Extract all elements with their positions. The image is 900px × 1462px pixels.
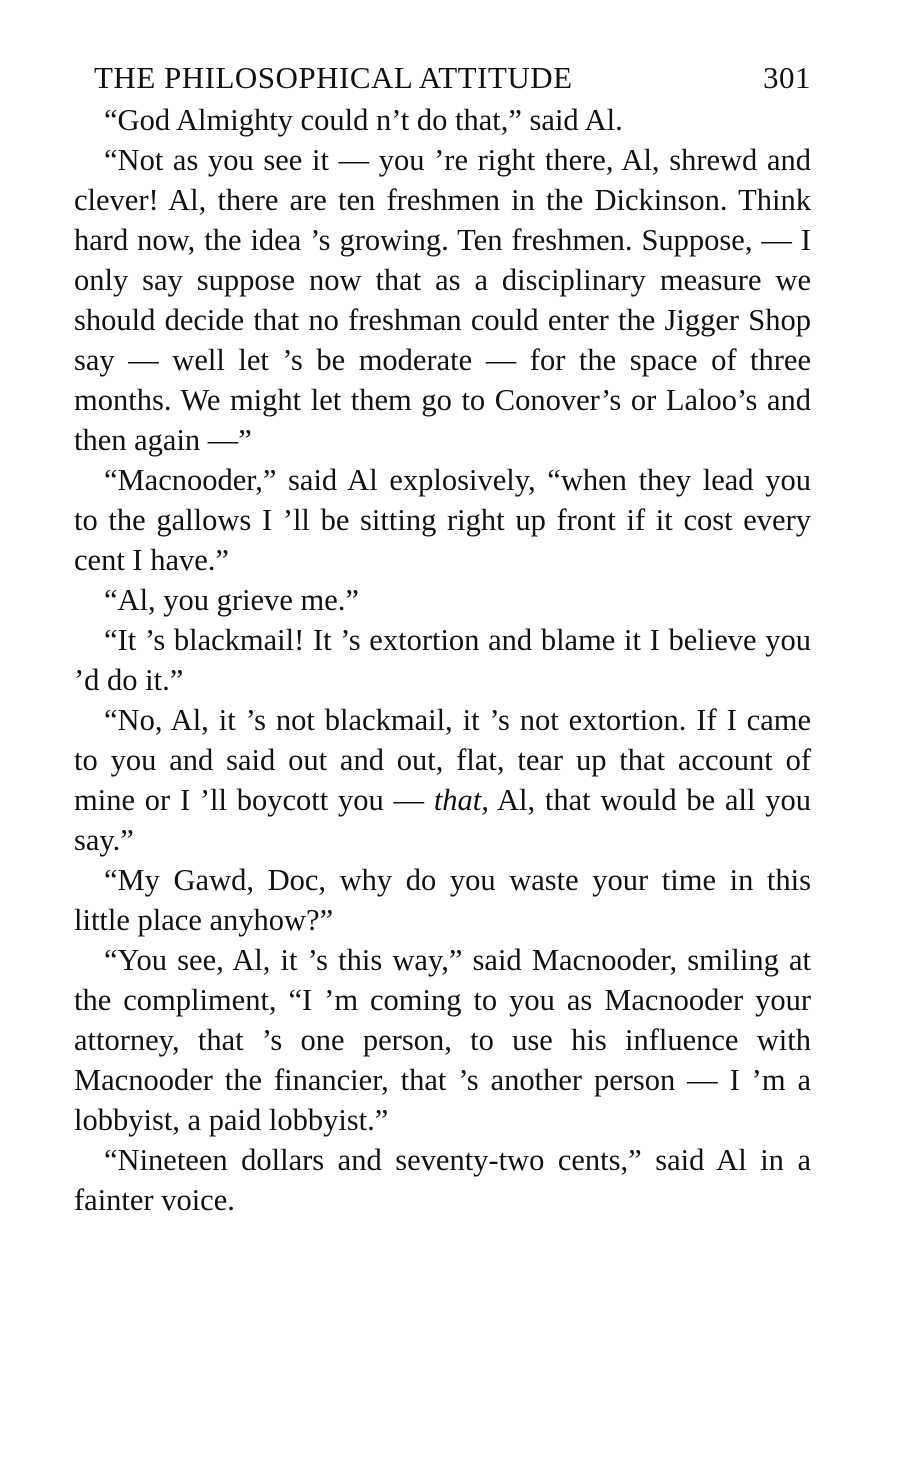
paragraph: “You see, Al, it ’s this way,” said Macnooder, smiling at the compliment, “I ’m coming to you as Macnooder your attorney, that ’s one person, to use his influence with Macnooder the financier, that ’s another person — I ’m a lobbyist, a paid lobbyist.” (74, 943, 811, 1137)
paragraph: “God Almighty could n’t do that,” said Al. (104, 103, 623, 137)
paragraph (74, 700, 811, 860)
paragraph-text-before: “No, Al, it ’s not blackmail, it ’s not extortion. If I came to you and said out and out, flat, tear up that account of mine or I ’ll boycott you — (74, 703, 811, 817)
paragraph: “Not as you see it — you ’re right there, Al, shrewd and clever! Al, there are ten freshmen in the Dickinson. Think hard now, the idea ’s growing. Ten freshmen. Suppose, — I only say suppose now that as a disciplinary measure we should decide that no freshman could enter the Jigger Shop say — well let ’s be moderate — for the space of three months. We might let them go to Conover’s or Laloo’s and then again —” (74, 143, 811, 457)
running-head-title: THE PHILOSOPHICAL ATTITUDE (94, 60, 573, 95)
paragraph-text-after: Al, that would be all you say.” (74, 783, 812, 857)
running-head (74, 56, 811, 100)
emphasis-text: that, (433, 783, 489, 817)
book-page (74, 56, 811, 1220)
paragraph: “Nineteen dollars and seventy-two cents,” said Al in a fainter voice. (74, 1143, 811, 1217)
paragraph: “Macnooder,” said Al explosively, “when they lead you to the gallows I ’ll be sitting right up front if it cost every cent I have.” (74, 463, 811, 577)
paragraph: “Al, you grieve me.” (104, 583, 359, 617)
page-number: 301 (763, 60, 811, 95)
paragraph: “My Gawd, Doc, why do you waste your time in this little place anyhow?” (74, 863, 811, 937)
paragraph: “It ’s blackmail! It ’s extortion and blame it I believe you ’d do it.” (74, 623, 811, 697)
